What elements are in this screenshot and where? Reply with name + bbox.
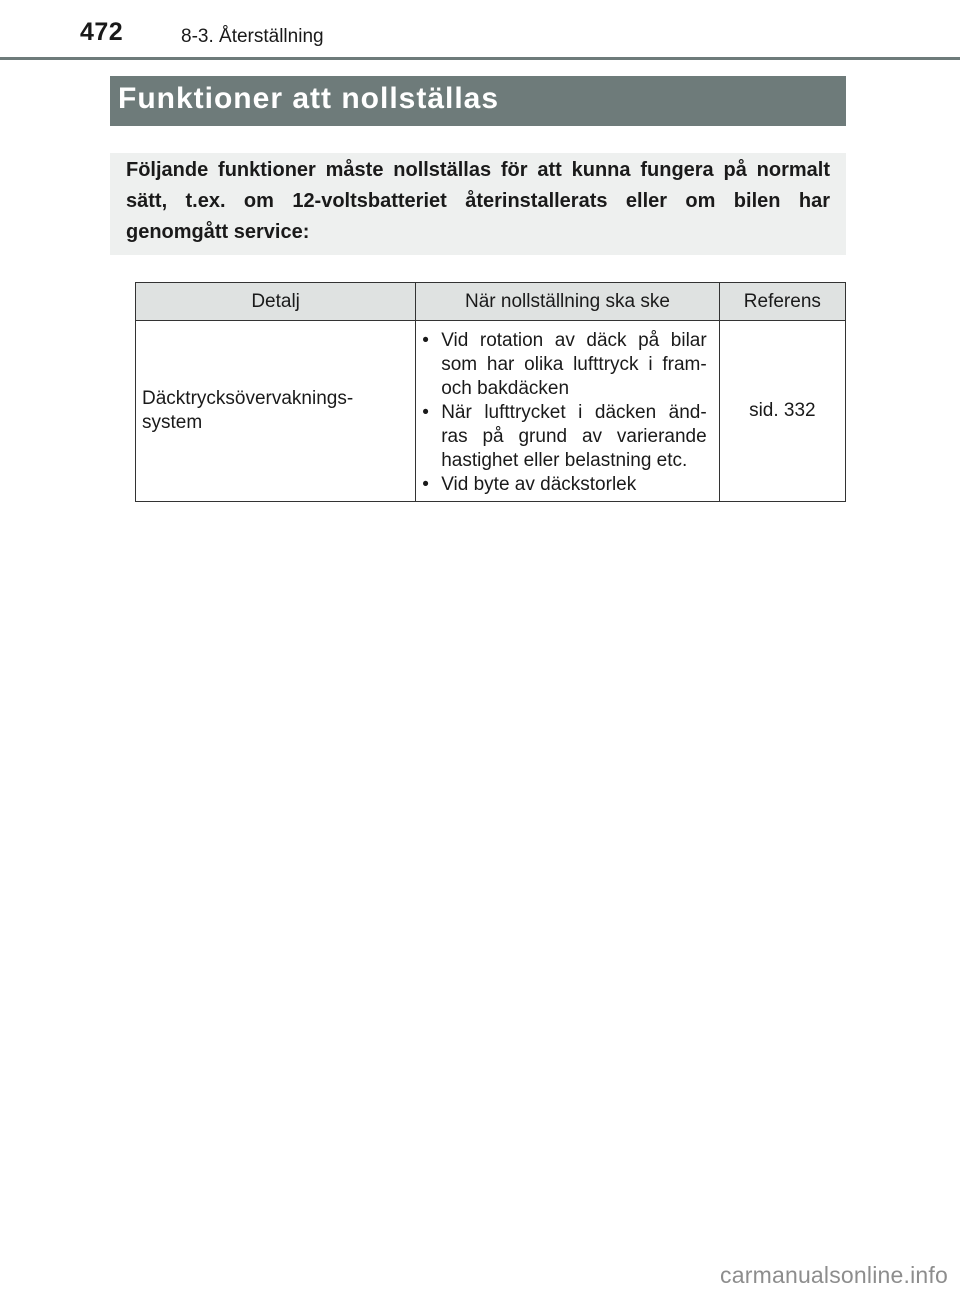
bullet-icon: • (422, 402, 429, 423)
intro-box (110, 153, 846, 255)
header-divider (0, 57, 960, 60)
page-number: 472 (80, 18, 124, 46)
section-title-bar (110, 76, 846, 126)
bullet-icon: • (422, 474, 429, 495)
cell-detail (136, 321, 416, 502)
intro-text: Följande funktioner måste nollställas för att kunna fungera på normalt sätt, t.ex. om 12-voltsbatteriet återinstallerats eller om bilen har genomgått service: (126, 159, 830, 243)
condition-item (422, 473, 707, 497)
detail-line-1: Däcktrycksövervaknings- (142, 388, 354, 409)
condition-text: Vid byte av däckstorlek (441, 474, 637, 495)
cell-reference: sid. 332 (719, 321, 845, 502)
watermark: carmanualsonline.info (720, 1262, 948, 1288)
bullet-icon: • (422, 330, 429, 351)
condition-list (422, 329, 707, 497)
detail-line-2: system (142, 412, 203, 433)
condition-item (422, 401, 707, 473)
column-header-detail: Detalj (136, 283, 416, 321)
section-title: Funktioner att nollställas (118, 82, 500, 115)
column-header-when: När nollställning ska ske (416, 283, 720, 321)
section-label: 8-3. Återställning (181, 26, 324, 47)
cell-when (416, 321, 720, 502)
condition-text: När lufttrycket i däcken änd- ras på grund av varierande hastighet eller belastning etc. (441, 402, 707, 471)
page-header (0, 0, 960, 62)
condition-item (422, 329, 707, 401)
table-header-row (136, 283, 846, 321)
reset-functions-table (135, 282, 846, 502)
column-header-reference: Referens (719, 283, 845, 321)
table-row (136, 321, 846, 502)
condition-text: Vid rotation av däck på bilar som har olika lufttryck i fram- och bakdäcken (441, 330, 707, 399)
